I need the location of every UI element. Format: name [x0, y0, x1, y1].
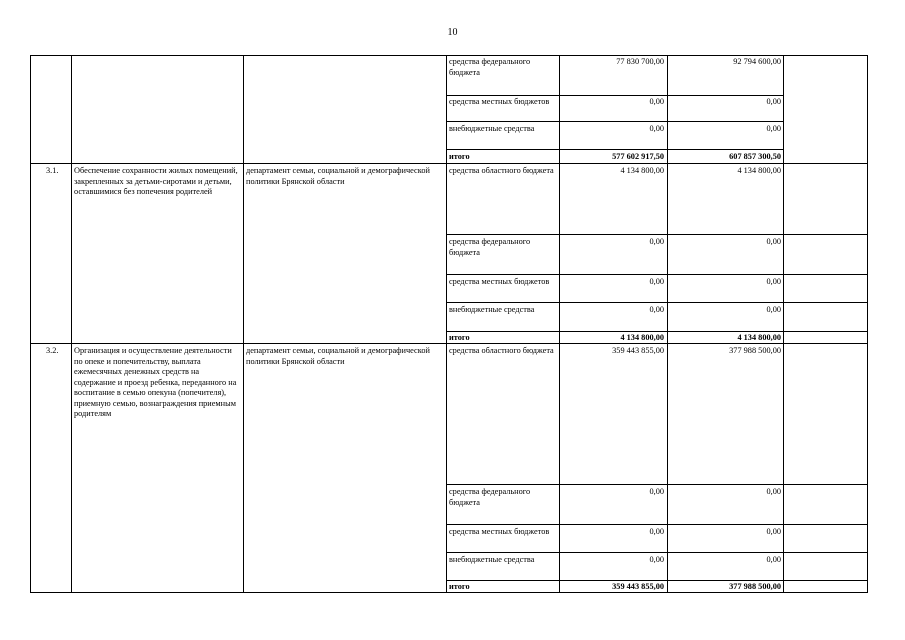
- item-number: 3.2.: [46, 346, 59, 355]
- table-col-line: [446, 55, 447, 593]
- source-cell: средства местных бюджетов: [449, 277, 550, 286]
- source-cell: средства областного бюджета: [449, 166, 554, 175]
- amount-cell: 377 988 500,00: [729, 346, 781, 355]
- amount-cell: 0,00: [766, 305, 781, 314]
- total-label: итого: [449, 582, 470, 591]
- table-col-line: [667, 55, 668, 593]
- total-amount: 577 602 917,50: [612, 152, 664, 161]
- table-col-line: [243, 55, 244, 593]
- amount-cell: 0,00: [766, 124, 781, 133]
- amount-cell: 0,00: [766, 97, 781, 106]
- source-cell: средства федерального бюджета: [449, 487, 531, 507]
- amount-cell: 0,00: [649, 237, 664, 246]
- table-row-line: [446, 552, 867, 553]
- amount-cell: 0,00: [649, 305, 664, 314]
- table-row-line: [446, 524, 867, 525]
- total-label: итого: [449, 333, 470, 342]
- source-cell: внебюджетные средства: [449, 555, 535, 564]
- amount-cell: 0,00: [766, 237, 781, 246]
- amount-cell: 359 443 855,00: [612, 346, 664, 355]
- table-border-left: [30, 55, 31, 593]
- total-label: итого: [449, 152, 470, 161]
- table-row-line: [446, 121, 784, 122]
- total-amount: 359 443 855,00: [612, 582, 664, 591]
- total-amount: 4 134 800,00: [737, 333, 781, 342]
- table-row-line: [446, 484, 867, 485]
- table-col-line: [783, 55, 784, 593]
- source-cell: средства местных бюджетов: [449, 97, 550, 106]
- table-row-line: [446, 302, 867, 303]
- amount-cell: 0,00: [649, 527, 664, 536]
- table-row-line: [446, 331, 867, 332]
- amount-cell: 0,00: [649, 97, 664, 106]
- amount-cell: 0,00: [766, 487, 781, 496]
- table-row-line: [446, 234, 867, 235]
- source-cell: средства федерального бюджета: [449, 57, 531, 77]
- amount-cell: 0,00: [766, 277, 781, 286]
- item-executor: департамент семьи, социальной и демографической политики Брянской области: [246, 166, 430, 186]
- table-row-line: [30, 163, 867, 164]
- amount-cell: 0,00: [649, 277, 664, 286]
- table-row-line: [446, 95, 784, 96]
- table-row-line: [446, 274, 867, 275]
- amount-cell: 0,00: [766, 527, 781, 536]
- table-col-line: [559, 55, 560, 593]
- amount-cell: 4 134 800,00: [620, 166, 664, 175]
- source-cell: средства федерального бюджета: [449, 237, 531, 257]
- table-row-line: [446, 580, 867, 581]
- total-amount: 4 134 800,00: [620, 333, 664, 342]
- item-executor: департамент семьи, социальной и демографической политики Брянской области: [246, 346, 430, 366]
- amount-cell: 77 830 700,00: [616, 57, 664, 66]
- total-amount: 607 857 300,50: [729, 152, 781, 161]
- table-row-line: [30, 55, 867, 56]
- item-name: Организация и осуществление деятельности по опеке и попечительству, выплата ежемесячных денежных средств на содержание и проезд ребенка, переданного на воспитание в семью опекуна (попечителя), приемную семью, вознаграждения приемным родителям: [74, 346, 237, 418]
- table-col-line: [71, 55, 72, 593]
- amount-cell: 0,00: [649, 124, 664, 133]
- table-border-right: [867, 55, 868, 593]
- amount-cell: 92 794 600,00: [733, 57, 781, 66]
- item-number: 3.1.: [46, 166, 59, 175]
- item-name: Обеспечение сохранности жилых помещений, закрепленных за детьми-сиротами и детьми, оставшимися без попечения родителей: [74, 166, 238, 196]
- amount-cell: 4 134 800,00: [737, 166, 781, 175]
- source-cell: средства местных бюджетов: [449, 527, 550, 536]
- total-amount: 377 988 500,00: [729, 582, 781, 591]
- source-cell: средства областного бюджета: [449, 346, 554, 355]
- amount-cell: 0,00: [766, 555, 781, 564]
- table-row-line: [446, 149, 784, 150]
- amount-cell: 0,00: [649, 487, 664, 496]
- source-cell: внебюджетные средства: [449, 124, 535, 133]
- amount-cell: 0,00: [649, 555, 664, 564]
- source-cell: внебюджетные средства: [449, 305, 535, 314]
- page-number: 10: [447, 27, 458, 38]
